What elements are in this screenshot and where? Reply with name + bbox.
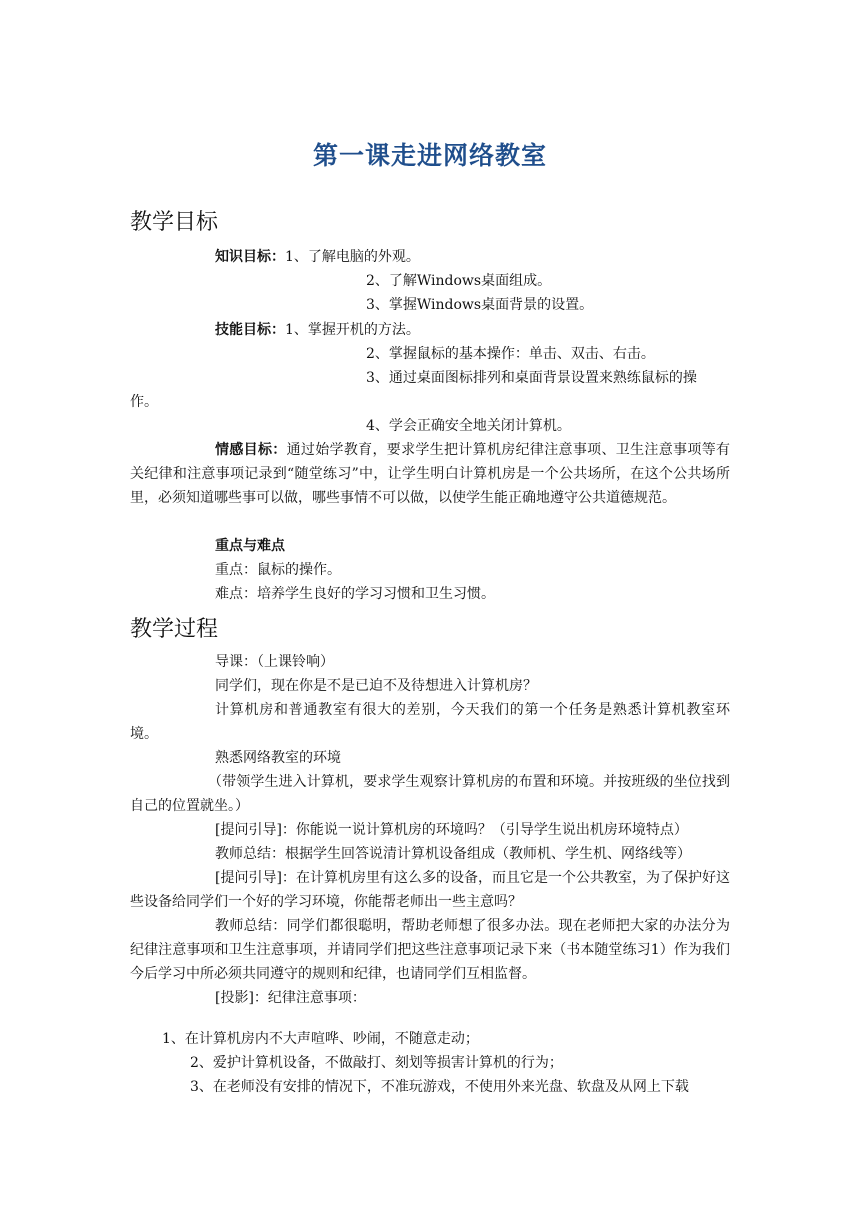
process-paragraph: 教师总结：根据学生回答说清计算机设备组成（教师机、学生机、网络线等） (215, 846, 691, 862)
process-paragraph: 教师总结：同学们都很聪明，帮助老师想了很多办法。现在老师把大家的办法分为纪律注意事项和卫生注意事项，并请同学们把这些注意事项记录下来（书本随堂练习1）作为我们今后学习中所必须共同遵守的规则和纪律，也请同学们互相监督。 (130, 918, 730, 982)
skill-goal-line (215, 318, 420, 342)
process-paragraph: （带领学生进入计算机，要求学生观察计算机房的布置和环境。并按班级的坐位找到自己的位置就坐。） (130, 774, 730, 814)
rule-item: 1、在计算机房内不大声喧哗、吵闹，不随意走动； (162, 1031, 479, 1047)
process-paragraph: 熟悉网络教室的环境 (215, 750, 341, 766)
key-point-text: 重点：鼠标的操作。 (215, 562, 341, 578)
rule-item: 2、爱护计算机设备，不做敲打、刻划等损害计算机的行为； (190, 1055, 563, 1071)
key-points-heading: 重点与难点 (215, 538, 285, 554)
skill-goal-item: 3、通过桌面图标排列和桌面背景设置来熟练鼠标的操 (366, 370, 697, 386)
section-heading-process: 教学过程 (130, 617, 219, 642)
process-paragraph: [提问引导]：在计算机房里有这么多的设备，而且它是一个公共教室，为了保护好这些设备给同学们一个好的学习环境，你能帮老师出一些主意吗？ (130, 870, 730, 910)
knowledge-goal-item: 2、了解Windows桌面组成。 (366, 273, 552, 289)
process-paragraph: 同学们，现在你是不是已迫不及待想进入计算机房？ (215, 678, 537, 694)
document-title: 第一课走进网络教室 (312, 141, 547, 170)
difficulty-text: 难点：培养学生良好的学习习惯和卫生习惯。 (215, 586, 495, 602)
emotion-goal-text: 通过始学教育，要求学生把计算机房纪律注意事项、卫生注意事项等有关纪律和注意事项记录到“随堂练习”中，让学生明白计算机房是一个公共场所，在这个公共场所里，必须知道哪些事可以做，哪些事情不可以做，以使学生能正确地遵守公共道德规范。 (130, 442, 731, 506)
skill-goal-item-continued: 作。 (130, 394, 158, 410)
skill-goal-item: 1、掌握开机的方法。 (285, 322, 420, 338)
process-paragraph: [提问引导]：你能说一说计算机房的环境吗？（引导学生说出机房环境特点） (215, 822, 688, 838)
skill-goal-label: 技能目标： (215, 322, 285, 338)
knowledge-goal-line (215, 245, 420, 269)
process-paragraph: 导课：（上课铃响） (215, 654, 334, 670)
process-paragraph: 计算机房和普通教室有很大的差别，今天我们的第一个任务是熟悉计算机教室环境。 (130, 702, 730, 742)
skill-goal-item: 4、学会正确安全地关闭计算机。 (366, 418, 571, 434)
knowledge-goal-item: 1、了解电脑的外观。 (285, 249, 420, 265)
process-paragraph: [投影]：纪律注意事项： (215, 990, 366, 1006)
skill-goal-item: 2、掌握鼠标的基本操作：单击、双击、右击。 (366, 346, 655, 362)
emotion-goal-label: 情感目标： (215, 442, 287, 458)
emotion-goal-paragraph (130, 438, 730, 510)
knowledge-goal-item: 3、掌握Windows桌面背景的设置。 (366, 297, 594, 313)
rule-item: 3、在老师没有安排的情况下，不准玩游戏，不使用外来光盘、软盘及从网上下载 (190, 1079, 689, 1095)
section-heading-objectives: 教学目标 (130, 210, 219, 235)
knowledge-goal-label: 知识目标： (215, 249, 285, 265)
